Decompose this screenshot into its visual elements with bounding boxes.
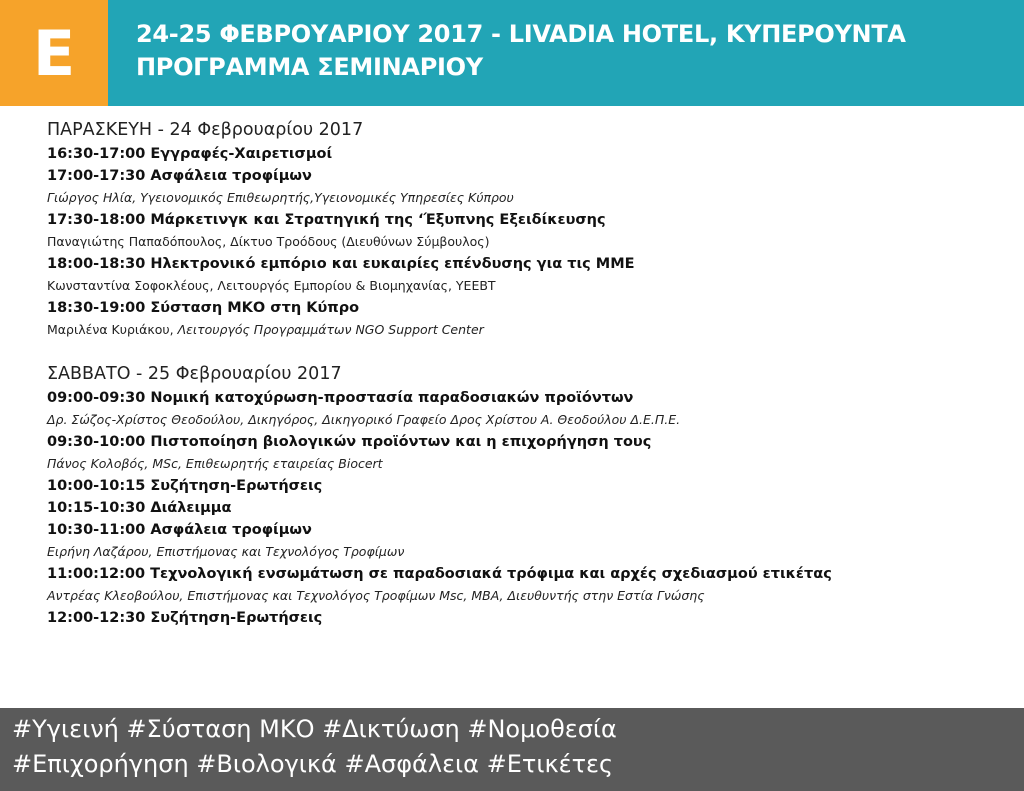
day-section-friday <box>47 117 1007 341</box>
speaker-name: Κωνσταντίνα Σοφοκλέους, Λειτουργός Εμπορίου & Βιομηχανίας, ΥΕΕΒΤ <box>47 278 496 293</box>
hashtags-line-2: #Επιχορήγηση #Βιολογικά #Ασφάλεια #Ετικέτες <box>12 750 614 778</box>
speaker-role: Αντρέας Κλεοβούλου, Επιστήμονας και Τεχνολόγος Τροφίμων Msc, MBA, Διευθυντής στην Εστία Γνώσης <box>47 588 705 603</box>
speaker-role: Γιώργος Ηλία, Υγειονομικός Επιθεωρητής,Υγειονομικές Υπηρεσίες Κύπρου <box>47 190 514 205</box>
session-title: 10:30-11:00 Ασφάλεια τροφίμων <box>47 522 312 538</box>
program-content <box>47 117 1007 629</box>
page-title <box>136 18 906 84</box>
header-banner <box>0 0 1024 106</box>
hashtags-line-1: #Υγιεινή #Σύσταση ΜΚΟ #Δικτύωση #Νομοθεσία <box>12 715 617 743</box>
session-title: 18:30-19:00 Σύσταση ΜΚΟ στη Κύπρο <box>47 300 360 316</box>
speaker-name: Παναγιώτης Παπαδόπουλος, Δίκτυο Τροόδους (Διευθύνων Σύμβουλος) <box>47 234 490 249</box>
session-title: 17:00-17:30 Ασφάλεια τροφίμων <box>47 168 312 184</box>
speaker-name: Μαριλένα Κυριάκου, <box>47 322 178 337</box>
session-speaker <box>47 409 1007 431</box>
session-speaker <box>47 585 1007 607</box>
session-title: 09:00-09:30 Νομική κατοχύρωση-προστασία παραδοσιακών προϊόντων <box>47 390 634 406</box>
speaker-role: Λειτουργός Προγραμμάτων NGO Support Center <box>177 322 484 337</box>
session-speaker <box>47 541 1007 563</box>
session-speaker <box>47 275 1007 297</box>
session-title: 17:30-18:00 Μάρκετινγκ και Στρατηγική της ‘Έξυπνης Εξειδίκευσης <box>47 212 606 228</box>
day-heading: ΣΑΒΒΑΤΟ - 25 Φεβρουαρίου 2017 <box>47 364 342 384</box>
speaker-role: Πάνος Κολοβός, MSc, Επιθεωρητής εταιρείας Biocert <box>47 456 383 471</box>
session-title: 18:00-18:30 Ηλεκτρονικό εμπόριο και ευκαιρίες επένδυσης για τις ΜΜΕ <box>47 256 635 272</box>
speaker-role: Ειρήνη Λαζάρου, Επιστήμονας και Τεχνολόγος Τροφίμων <box>47 544 405 559</box>
session-speaker <box>47 187 1007 209</box>
hashtags <box>12 712 617 782</box>
session-title: 11:00:12:00 Τεχνολογική ενσωμάτωση σε παραδοσιακά τρόφιμα και αρχές σχεδιασμού ετικέτας <box>47 566 832 582</box>
session-title: 09:30-10:00 Πιστοποίηση βιολογικών προϊόντων και η επιχορήγηση τους <box>47 434 652 450</box>
session-title: 16:30-17:00 Εγγραφές-Χαιρετισμοί <box>47 146 333 162</box>
section-badge: E <box>0 0 108 106</box>
session-speaker <box>47 319 1007 341</box>
day-heading: ΠΑΡΑΣΚΕΥΗ - 24 Φεβρουαρίου 2017 <box>47 120 364 140</box>
session-speaker <box>47 453 1007 475</box>
title-line-1: 24-25 ΦΕΒΡΟΥΑΡΙΟΥ 2017 - LIVADIA HOTEL, ΚΥΠΕΡΟΥΝΤΑ <box>136 20 906 48</box>
session-title: 10:15-10:30 Διάλειμμα <box>47 500 232 516</box>
day-section-saturday <box>47 361 1007 629</box>
footer-tags-banner <box>0 708 1024 791</box>
speaker-role: Δρ. Σώζος-Χρίστος Θεοδούλου, Δικηγόρος, Δικηγορικό Γραφείο Δρος Χρίστου Α. Θεοδούλου Δ.Ε.Π.Ε. <box>47 412 681 427</box>
session-speaker <box>47 231 1007 253</box>
session-title: 10:00-10:15 Συζήτηση-Ερωτήσεις <box>47 478 323 494</box>
title-line-2: ΠΡΟΓΡΑΜΜΑ ΣΕΜΙΝΑΡΙΟΥ <box>136 53 483 81</box>
session-title: 12:00-12:30 Συζήτηση-Ερωτήσεις <box>47 610 323 626</box>
